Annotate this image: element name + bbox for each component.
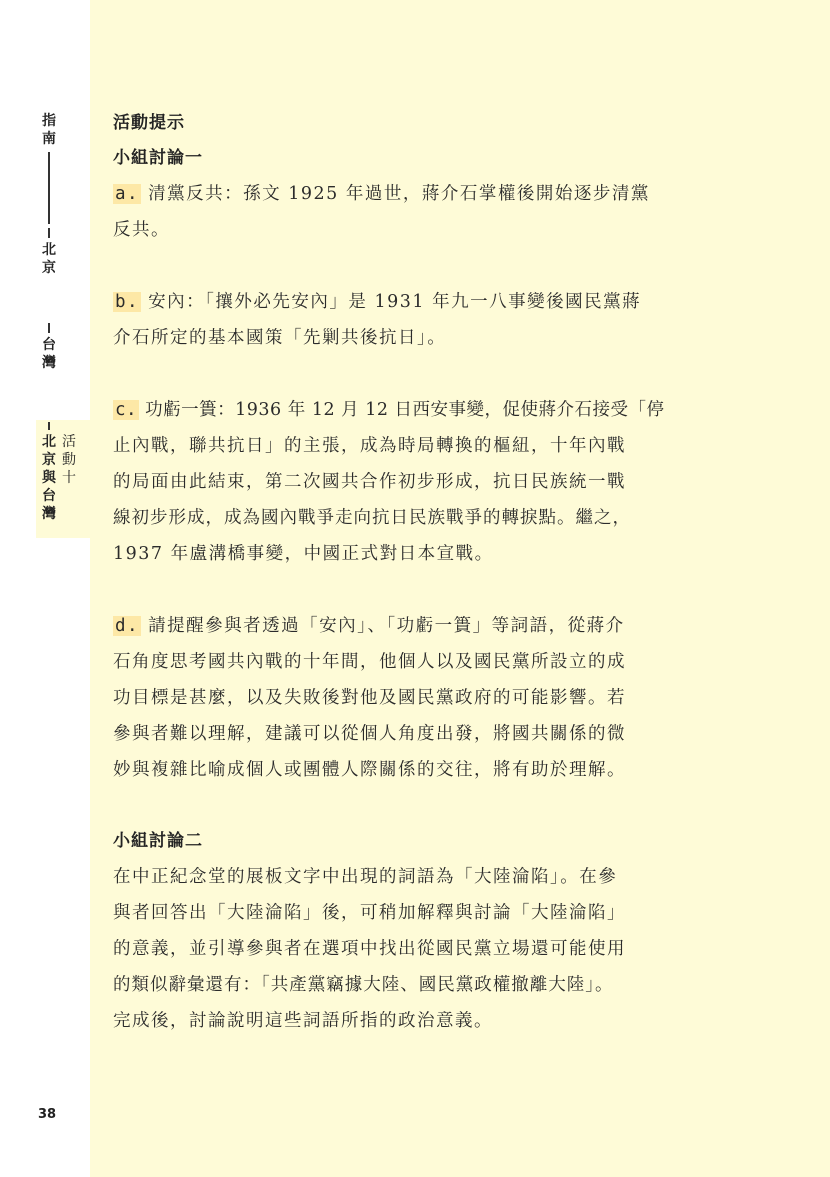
text-line: 的局面由此結束，第二次國共合作初步形成，抗日民族統一戰 bbox=[113, 472, 626, 492]
activity-char: 活 bbox=[62, 434, 76, 450]
item-a bbox=[113, 176, 723, 248]
side-nav-char: 灣 bbox=[42, 355, 56, 371]
text-line: 妙與複雜比喻成個人或團體人際關係的交往，將有助於理解。 bbox=[113, 760, 626, 780]
activity-char: 動 bbox=[62, 452, 76, 468]
page-number: 38 bbox=[38, 1107, 57, 1122]
text-line: 線初步形成，成為國內戰爭走向抗日民族戰爭的轉捩點。繼之， bbox=[113, 508, 631, 528]
side-nav-char: 北 bbox=[42, 242, 56, 258]
item-label: d. bbox=[115, 616, 140, 636]
dash-mark bbox=[48, 228, 50, 238]
active-tab-title bbox=[40, 420, 58, 523]
side-nav-char: 台 bbox=[42, 488, 56, 504]
text-line: 介石所定的基本國策「先剿共後抗日」。 bbox=[113, 328, 447, 348]
side-nav-char: 與 bbox=[42, 470, 56, 486]
text-line: 功虧一簣：1936 年 12 月 12 日西安事變，促使蔣介石接受「停 bbox=[145, 400, 665, 420]
activity-char: 十 bbox=[62, 470, 76, 486]
side-nav-char: 京 bbox=[42, 260, 56, 276]
text-line: 完成後，討論說明這些詞語所指的政治意義。 bbox=[113, 1011, 493, 1031]
dash-mark bbox=[48, 323, 50, 333]
text-line: 與者回答出「大陸淪陷」後，可稍加解釋與討論「大陸淪陷」 bbox=[113, 903, 626, 923]
text-line: 的意義，並引導參與者在選項中找出從國民黨立場還可能使用 bbox=[113, 939, 626, 959]
section-divider bbox=[48, 152, 50, 224]
text-line: 請提醒參與者透過「安內」、「功虧一簣」等詞語，從蔣介 bbox=[148, 616, 625, 636]
side-nav-char: 灣 bbox=[42, 506, 56, 522]
group2-title: 小組討論二 bbox=[113, 831, 203, 851]
item-b bbox=[113, 284, 723, 356]
group1-title: 小組討論一 bbox=[113, 148, 203, 168]
text-line: 安內：「攘外必先安內」是 1931 年九一八事變後國民黨蔣 bbox=[148, 292, 642, 312]
item-d bbox=[113, 608, 723, 788]
item-label: a. bbox=[115, 184, 140, 204]
text-line: 參與者難以理解，建議可以從個人角度出發，將國共關係的微 bbox=[113, 724, 626, 744]
side-nav-char: 北 bbox=[42, 434, 56, 450]
text-line: 的類似辭彙還有：「共產黨竊據大陸、國民黨政權撤離大陸」。 bbox=[113, 975, 614, 995]
text-line: 1937 年盧溝橋事變，中國正式對日本宣戰。 bbox=[113, 544, 494, 564]
text-line: 止內戰，聯共抗日」的主張，成為時局轉換的樞紐，十年內戰 bbox=[113, 436, 626, 456]
active-section-tab[interactable] bbox=[36, 420, 90, 538]
text-line: 石角度思考國共內戰的十年間，他個人以及國民黨所設立的成 bbox=[113, 652, 626, 672]
dash-mark bbox=[48, 422, 50, 430]
item-label: c. bbox=[115, 400, 138, 420]
side-nav-char: 指 bbox=[42, 113, 56, 129]
side-nav-column bbox=[40, 112, 58, 372]
main-content bbox=[113, 106, 723, 1039]
page-heading: 活動提示 bbox=[113, 113, 185, 133]
text-line: 反共。 bbox=[113, 220, 170, 240]
group2-paragraph bbox=[113, 859, 723, 1039]
side-nav-char: 台 bbox=[42, 337, 56, 353]
text-line: 在中正紀念堂的展板文字中出現的詞語為「大陸淪陷」。在參 bbox=[113, 867, 618, 887]
side-nav-char: 京 bbox=[42, 452, 56, 468]
side-nav-char: 南 bbox=[42, 131, 56, 147]
text-line: 功目標是甚麼，以及失敗後對他及國民黨政府的可能影響。若 bbox=[113, 688, 626, 708]
active-tab-activity bbox=[60, 433, 78, 487]
item-label: b. bbox=[115, 292, 140, 312]
text-line: 清黨反共：孫文 1925 年過世，蔣介石掌權後開始逐步清黨 bbox=[148, 184, 650, 204]
item-c bbox=[113, 392, 723, 572]
